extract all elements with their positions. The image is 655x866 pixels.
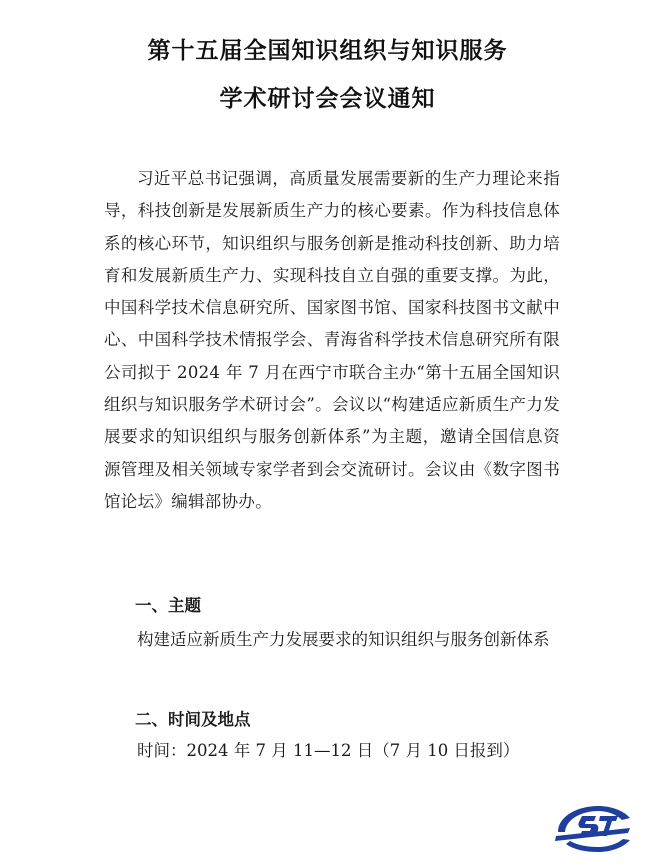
section1-heading: 一、主题 <box>135 596 201 615</box>
section2-heading: 二、时间及地点 <box>135 710 251 729</box>
section2-text: 时间：2024 年 7 月 11—12 日（7 月 10 日报到） <box>137 741 520 760</box>
document-title-line1: 第十五届全国知识组织与知识服务 <box>147 38 508 64</box>
document-title-line2: 学术研讨会会议通知 <box>219 86 436 112</box>
istic-logo-icon <box>552 802 634 854</box>
section2-body <box>104 733 560 769</box>
section1-body <box>104 622 560 658</box>
section1-text: 构建适应新质生产力发展要求的知识组织与服务创新体系 <box>137 630 550 649</box>
intro-paragraph: 习近平总书记强调，高质量发展需要新的生产力理论来指导，科技创新是发展新质生产力的核心要素。作为科技信息体系的核心环节，知识组织与服务创新是推动科技创新、助力培育和发展新质生产力、实现科技自立自强的重要支撑。为此，中国科学技术信息研究所、国家图书馆、国家科技图书文献中心、中国科学技术情报学会、青海省科学技术信息研究所有限公司拟于 2024 年 7 月在西宁市联合主办“第十五届全国知识组织与知识服务学术研讨会”。会议以“构建适应新质生产力发展要求的知识组织与服务创新体系”为主题，邀请全国信息资源管理及相关领域专家学者到会交流研讨。会议由《数字图书馆论坛》编辑部协办。 <box>104 169 560 511</box>
intro-paragraph-block <box>104 163 560 518</box>
